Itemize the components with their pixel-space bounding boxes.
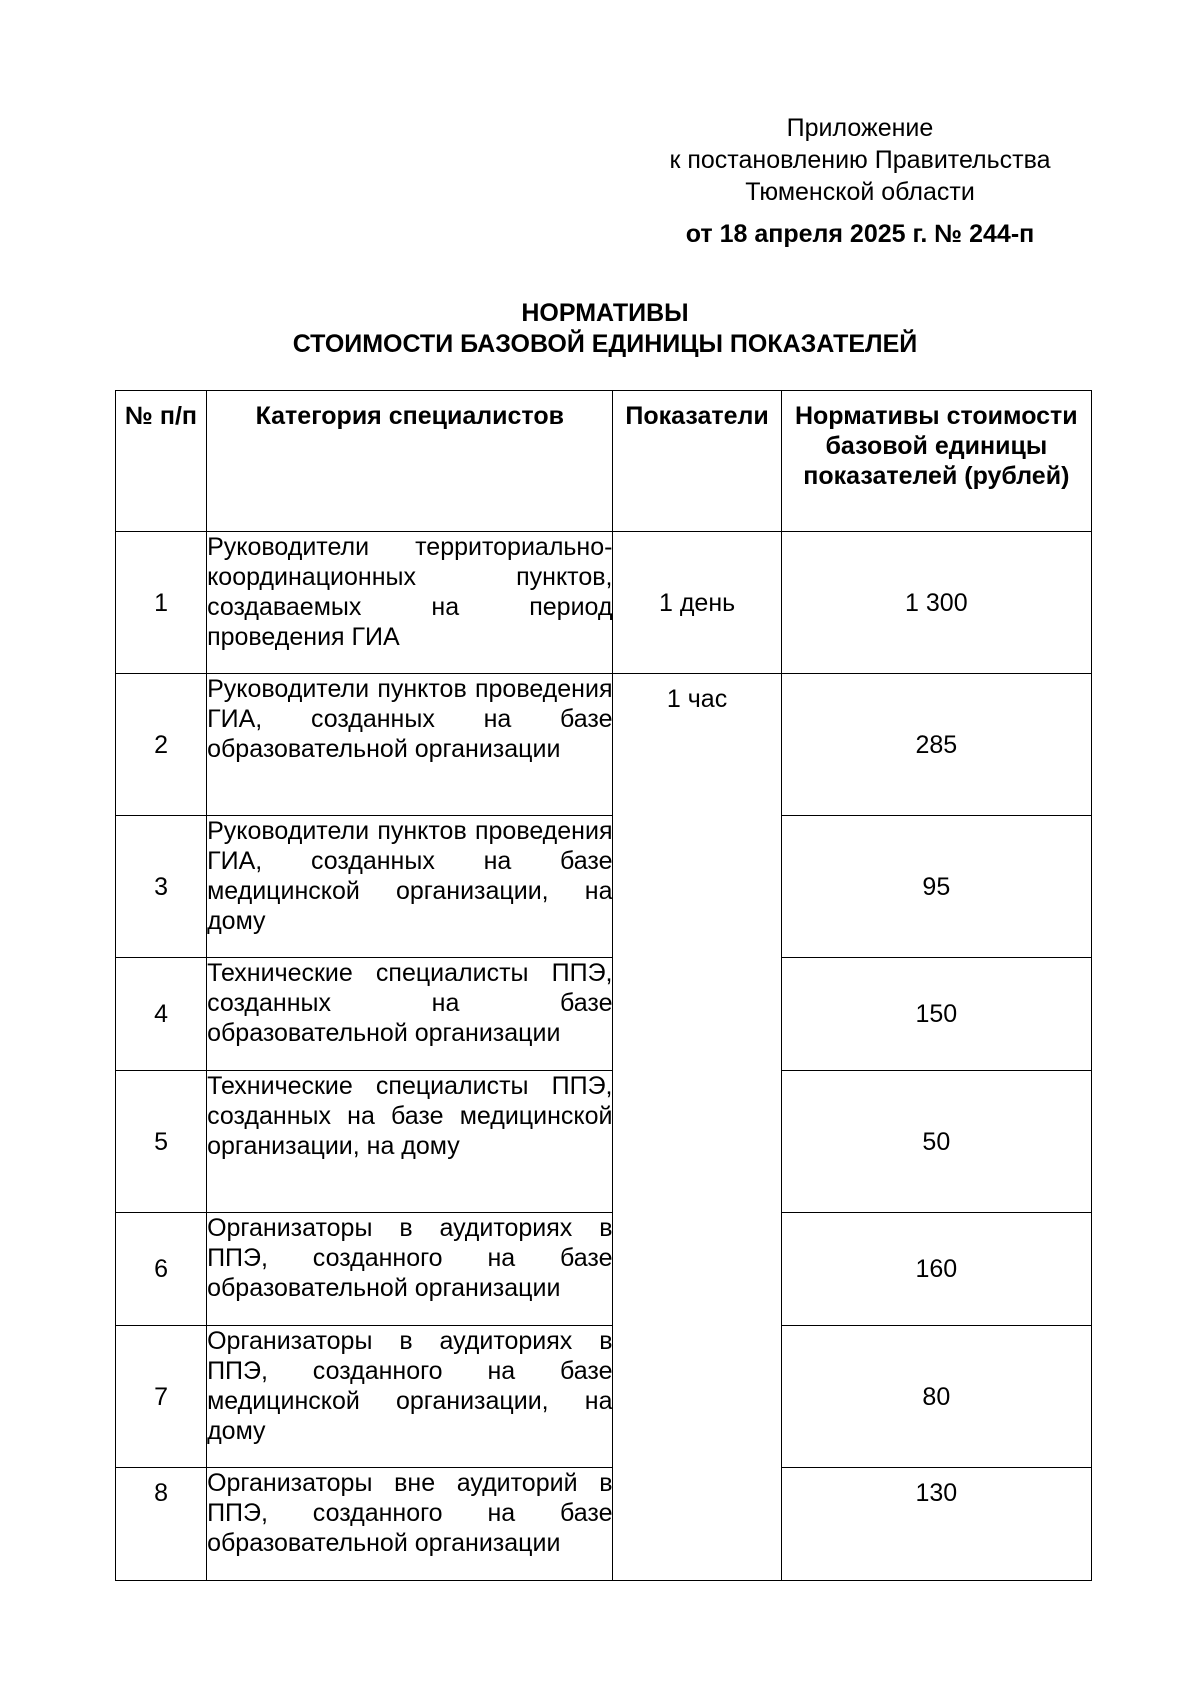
appendix-region: Тюменской области: [745, 178, 975, 206]
row-value: 50: [781, 1071, 1091, 1213]
row-indicator-merged: 1 час: [613, 674, 781, 1581]
row-value: 285: [781, 674, 1091, 816]
row-value: 130: [781, 1468, 1091, 1581]
row-category: Организаторы вне аудиторий в ППЭ, созданного на базе образовательной организации: [207, 1468, 613, 1581]
table-row: [116, 1468, 1092, 1581]
header-category: Категория специалистов: [207, 391, 613, 532]
row-num: 8: [116, 1468, 207, 1581]
row-num: 7: [116, 1326, 207, 1468]
row-num: 4: [116, 958, 207, 1071]
table-row: [116, 1071, 1092, 1213]
row-num: 5: [116, 1071, 207, 1213]
row-category: Руководители пунктов проведения ГИА, созданных на базе медицинской организации, на дому: [207, 816, 613, 958]
row-value: 150: [781, 958, 1091, 1071]
table-row: [116, 674, 1092, 816]
row-category: Организаторы в аудиториях в ППЭ, созданного на базе медицинской организации, на дому: [207, 1326, 613, 1468]
norms-table: [115, 390, 1092, 1581]
appendix-label: Приложение: [786, 114, 934, 142]
table-row: [116, 958, 1092, 1071]
row-category: Технические специалисты ППЭ, созданных на базе медицинской организации, на дому: [207, 1071, 613, 1213]
row-category: Руководители пунктов проведения ГИА, созданных на базе образовательной организации: [207, 674, 613, 816]
header-norm: Нормативы стоимости базовой единицы показателей (рублей): [781, 391, 1091, 532]
table-row: [116, 1326, 1092, 1468]
row-value: 95: [781, 816, 1091, 958]
row-category: Технические специалисты ППЭ, созданных на базе образовательной организации: [207, 958, 613, 1071]
row-indicator: 1 день: [613, 532, 781, 674]
header-num: № п/п: [116, 391, 207, 532]
header-indicator: Показатели: [613, 391, 781, 532]
row-value: 1 300: [781, 532, 1091, 674]
row-category: Организаторы в аудиториях в ППЭ, созданного на базе образовательной организации: [207, 1213, 613, 1326]
appendix-block: [630, 112, 1090, 250]
row-num: 1: [116, 532, 207, 674]
table-row: [116, 1213, 1092, 1326]
row-value: 160: [781, 1213, 1091, 1326]
appendix-reference: к постановлению Правительства: [669, 146, 1051, 174]
table-row: [116, 532, 1092, 674]
title-line-2: СТОИМОСТИ БАЗОВОЙ ЕДИНИЦЫ ПОКАЗАТЕЛЕЙ: [292, 330, 918, 358]
row-num: 2: [116, 674, 207, 816]
title-line-1: НОРМАТИВЫ: [521, 299, 689, 327]
decree-number: от 18 апреля 2025 г. № 244-п: [685, 220, 1035, 248]
row-num: 3: [116, 816, 207, 958]
row-category: Руководители территориально-координационных пунктов, создаваемых на период проведения ГИА: [207, 532, 613, 674]
row-num: 6: [116, 1213, 207, 1326]
document-title: [115, 298, 1095, 360]
table-row: [116, 816, 1092, 958]
row-value: 80: [781, 1326, 1091, 1468]
table-header-row: [116, 391, 1092, 532]
